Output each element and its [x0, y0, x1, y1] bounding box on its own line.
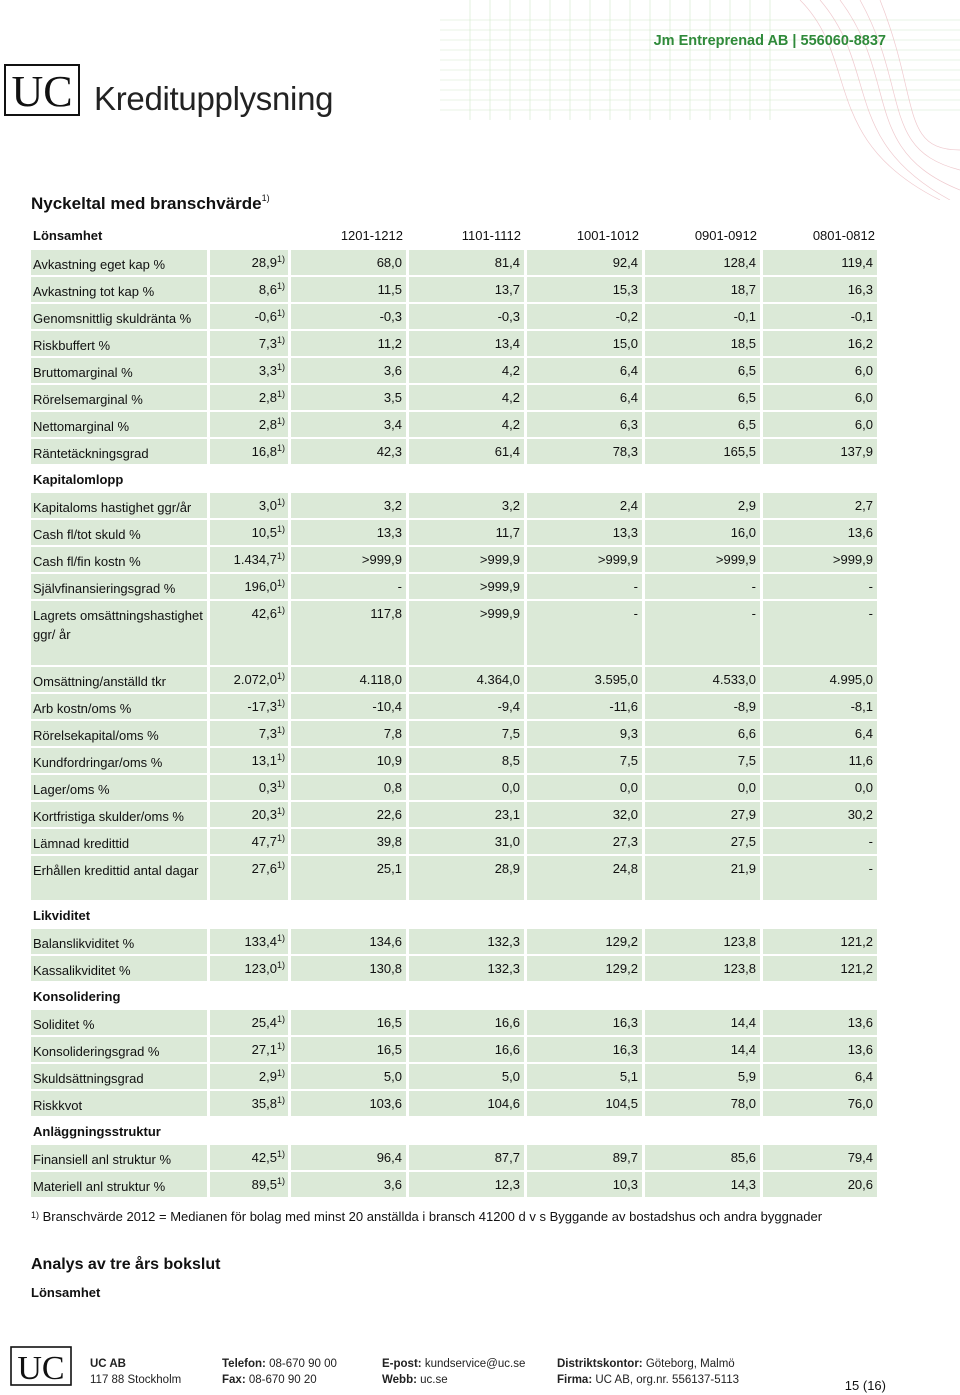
row-label: Genomsnittlig skuldränta %: [31, 304, 207, 329]
period-header: 1201-1212: [340, 228, 403, 243]
period-value: 11,6: [763, 748, 877, 773]
period-value: 121,2: [763, 956, 877, 981]
period-value: 14,4: [645, 1010, 760, 1035]
period-value: -0,2: [527, 304, 642, 329]
footer-company: UC AB 117 88 Stockholm: [90, 1358, 182, 1386]
period-value: 16,3: [527, 1010, 642, 1035]
row-label: Lager/oms %: [31, 775, 207, 800]
table-row: [31, 277, 877, 304]
table-row: [31, 520, 877, 547]
branch-value: 16,8$^{1)}$: [210, 439, 288, 464]
row-label: Finansiell anl struktur %: [31, 1145, 207, 1170]
branch-value: 123,0$^{1)}$: [210, 956, 288, 981]
period-value: 6,4: [527, 385, 642, 410]
row-label: Arb kostn/oms %: [31, 694, 207, 719]
branch-value: 25,4$^{1)}$: [210, 1010, 288, 1035]
period-value: 10,3: [527, 1172, 642, 1197]
row-label: Kapitaloms hastighet ggr/år: [31, 493, 207, 518]
footnote-marker: 1): [261, 193, 270, 203]
row-label: Räntetäckningsgrad: [31, 439, 207, 464]
period-value: 11,7: [409, 520, 524, 545]
period-value: 78,3: [527, 439, 642, 464]
period-value: 0,0: [645, 775, 760, 800]
period-value: -0,1: [763, 304, 877, 329]
period-value: 30,2: [763, 802, 877, 827]
period-value: 7,5: [527, 748, 642, 773]
period-value: 13,4: [409, 331, 524, 356]
branch-value: 27,1$^{1)}$: [210, 1037, 288, 1062]
table-row: [31, 1064, 877, 1091]
table-row: [31, 856, 877, 902]
period-value: 89,7: [527, 1145, 642, 1170]
table-row: [31, 304, 877, 331]
footer-contact: Telefon: 08-670 90 00 Fax: 08-670 90 20: [222, 1358, 337, 1386]
period-value: 16,3: [527, 1037, 642, 1062]
period-value: 3,4: [291, 412, 406, 437]
row-label: Avkastning tot kap %: [31, 277, 207, 302]
period-value: -: [527, 601, 642, 665]
period-value: -0,1: [645, 304, 760, 329]
period-value: 79,4: [763, 1145, 877, 1170]
table-row: [31, 1010, 877, 1037]
period-value: 6,3: [527, 412, 642, 437]
period-value: 3,6: [291, 1172, 406, 1197]
period-value: 103,6: [291, 1091, 406, 1116]
period-value: 3,2: [409, 493, 524, 518]
period-value: -: [527, 574, 642, 599]
period-value: 121,2: [763, 929, 877, 954]
period-value: 31,0: [409, 829, 524, 854]
row-label: Avkastning eget kap %: [31, 250, 207, 275]
period-value: 10,9: [291, 748, 406, 773]
uc-logo: [4, 64, 80, 116]
table-row: [31, 694, 877, 721]
row-label: Självfinansieringsgrad %: [31, 574, 207, 599]
row-label: Soliditet %: [31, 1010, 207, 1035]
period-value: 9,3: [527, 721, 642, 746]
table-row: [31, 829, 877, 856]
table-row: [31, 929, 877, 956]
period-value: 21,9: [645, 856, 760, 900]
branch-value: -0,6$^{1)}$: [210, 304, 288, 329]
row-label: Rörelsekapital/oms %: [31, 721, 207, 746]
row-label: Materiell anl struktur %: [31, 1172, 207, 1197]
period-value: 7,5: [645, 748, 760, 773]
row-label: Skuldsättningsgrad: [31, 1064, 207, 1089]
period-value: 6,5: [645, 385, 760, 410]
period-value: 14,3: [645, 1172, 760, 1197]
row-label: Lagrets omsättningshastighet ggr/ år: [31, 601, 207, 665]
table-row: [31, 775, 877, 802]
table-row: [31, 721, 877, 748]
period-header: 0801-0812: [812, 228, 875, 243]
period-value: 3,5: [291, 385, 406, 410]
period-value: 3.595,0: [527, 667, 642, 692]
period-value: >999,9: [291, 547, 406, 572]
branch-value: 42,6$^{1)}$: [210, 601, 288, 665]
period-value: 39,8: [291, 829, 406, 854]
branch-value: 133,4$^{1)}$: [210, 929, 288, 954]
branch-value: 3,3$^{1)}$: [210, 358, 288, 383]
row-label: Lämnad kredittid: [31, 829, 207, 854]
row-label: Nettomarginal %: [31, 412, 207, 437]
footnote: $^{1)}$ Branschvärde 2012 = Medianen för bolag med minst 20 anställda i bransch 41200 d v s Byggande av bostadshus och andra byggnader: [31, 1209, 823, 1224]
period-value: 4,2: [409, 385, 524, 410]
table-row: [31, 493, 877, 520]
period-value: 32,0: [527, 802, 642, 827]
table-section-heading: Konsolidering: [33, 989, 121, 1004]
branch-value: 2,9$^{1)}$: [210, 1064, 288, 1089]
branch-value: 27,6$^{1)}$: [210, 856, 288, 900]
row-label: Kundfordringar/oms %: [31, 748, 207, 773]
table-row: [31, 358, 877, 385]
period-value: >999,9: [763, 547, 877, 572]
period-value: 16,0: [645, 520, 760, 545]
period-value: 27,9: [645, 802, 760, 827]
period-value: 104,6: [409, 1091, 524, 1116]
period-header: 1001-1012: [576, 228, 639, 243]
period-value: 0,0: [409, 775, 524, 800]
period-value: >999,9: [409, 601, 524, 665]
table-row: [31, 1172, 877, 1199]
period-value: 129,2: [527, 956, 642, 981]
branch-value: 8,6$^{1)}$: [210, 277, 288, 302]
key-figures-table: [31, 250, 877, 1199]
period-value: -: [763, 829, 877, 854]
table-row: [31, 667, 877, 694]
branch-value: 35,8$^{1)}$: [210, 1091, 288, 1116]
table-row: [31, 802, 877, 829]
row-label: Omsättning/anställd tkr: [31, 667, 207, 692]
row-label: Cash fl/tot skuld %: [31, 520, 207, 545]
period-value: 3,2: [291, 493, 406, 518]
row-label: Kassalikviditet %: [31, 956, 207, 981]
period-value: 5,0: [291, 1064, 406, 1089]
period-value: 14,4: [645, 1037, 760, 1062]
period-value: 6,4: [763, 1064, 877, 1089]
period-value: 4.118,0: [291, 667, 406, 692]
row-label: Bruttomarginal %: [31, 358, 207, 383]
period-value: 117,8: [291, 601, 406, 665]
row-label: Balanslikviditet %: [31, 929, 207, 954]
row-label: Riskkvot: [31, 1091, 207, 1116]
company-name: Jm Entreprenad AB | 556060-8837: [653, 33, 886, 49]
row-label: Riskbuffert %: [31, 331, 207, 356]
row-label: Erhållen kredittid antal dagar: [31, 856, 207, 900]
period-value: 13,6: [763, 1037, 877, 1062]
period-value: 119,4: [763, 250, 877, 275]
period-value: 2,7: [763, 493, 877, 518]
period-value: 11,2: [291, 331, 406, 356]
period-value: 6,0: [763, 412, 877, 437]
period-value: 6,0: [763, 385, 877, 410]
period-value: 16,3: [763, 277, 877, 302]
period-value: 16,5: [291, 1037, 406, 1062]
period-value: 76,0: [763, 1091, 877, 1116]
branch-value: 2.072,0$^{1)}$: [210, 667, 288, 692]
table-section-heading: Anläggningsstruktur: [33, 1124, 161, 1139]
lonsamhet-heading: Lönsamhet: [33, 228, 103, 243]
branch-value: 7,3$^{1)}$: [210, 721, 288, 746]
period-value: 123,8: [645, 929, 760, 954]
table-header-row: [31, 225, 877, 245]
table-section-heading: Kapitalomlopp: [33, 472, 124, 487]
period-value: 0,8: [291, 775, 406, 800]
table-row: [31, 547, 877, 574]
table-row: [31, 748, 877, 775]
period-value: 96,4: [291, 1145, 406, 1170]
row-label: Rörelsemarginal %: [31, 385, 207, 410]
period-value: 6,4: [763, 721, 877, 746]
period-value: 13,3: [291, 520, 406, 545]
period-value: >999,9: [409, 574, 524, 599]
branch-value: 0,3$^{1)}$: [210, 775, 288, 800]
branch-value: 89,5$^{1)}$: [210, 1172, 288, 1197]
svg-text:UC: UC: [17, 1350, 65, 1386]
period-value: 27,5: [645, 829, 760, 854]
period-value: 2,9: [645, 493, 760, 518]
period-value: -: [645, 601, 760, 665]
table-row: [31, 1037, 877, 1064]
period-value: 27,3: [527, 829, 642, 854]
branch-value: 28,9$^{1)}$: [210, 250, 288, 275]
period-value: 16,6: [409, 1037, 524, 1062]
period-value: -11,6: [527, 694, 642, 719]
footer-uc-logo: [10, 1346, 72, 1386]
period-value: 4.533,0: [645, 667, 760, 692]
branch-value: 1.434,7$^{1)}$: [210, 547, 288, 572]
section-title: Nyckeltal med branschvärde$^{1)}$: [31, 193, 270, 213]
branch-value: -17,3$^{1)}$: [210, 694, 288, 719]
period-value: 18,7: [645, 277, 760, 302]
period-value: 5,0: [409, 1064, 524, 1089]
period-value: 129,2: [527, 929, 642, 954]
period-value: 13,3: [527, 520, 642, 545]
period-value: 13,6: [763, 1010, 877, 1035]
period-value: 13,7: [409, 277, 524, 302]
period-value: -: [763, 601, 877, 665]
branch-value: 13,1$^{1)}$: [210, 748, 288, 773]
period-value: 165,5: [645, 439, 760, 464]
table-row: [31, 601, 877, 667]
period-value: 24,8: [527, 856, 642, 900]
period-value: 134,6: [291, 929, 406, 954]
table-row: [31, 1145, 877, 1172]
period-value: -9,4: [409, 694, 524, 719]
period-value: 16,5: [291, 1010, 406, 1035]
table-row: [31, 956, 877, 983]
period-value: 23,1: [409, 802, 524, 827]
branch-value: 47,7$^{1)}$: [210, 829, 288, 854]
period-value: 8,5: [409, 748, 524, 773]
row-label: Kortfristiga skulder/oms %: [31, 802, 207, 827]
period-value: 92,4: [527, 250, 642, 275]
period-value: 16,2: [763, 331, 877, 356]
period-value: 5,1: [527, 1064, 642, 1089]
table-row: [31, 412, 877, 439]
footer-district: Distriktskontor: Göteborg, Malmö Firma: UC AB, org.nr. 556137-5113: [557, 1358, 739, 1386]
period-value: 128,4: [645, 250, 760, 275]
table-row: [31, 385, 877, 412]
period-value: 4,2: [409, 358, 524, 383]
period-value: -: [645, 574, 760, 599]
period-value: 11,5: [291, 277, 406, 302]
period-value: >999,9: [409, 547, 524, 572]
branch-value: 7,3$^{1)}$: [210, 331, 288, 356]
table-row: [31, 1091, 877, 1118]
table-row: [31, 331, 877, 358]
period-value: 132,3: [409, 929, 524, 954]
svg-text:UC: UC: [11, 67, 73, 116]
period-value: 0,0: [763, 775, 877, 800]
branch-value: 42,5$^{1)}$: [210, 1145, 288, 1170]
period-value: 0,0: [527, 775, 642, 800]
period-value: 61,4: [409, 439, 524, 464]
branch-value: 20,3$^{1)}$: [210, 802, 288, 827]
period-value: 68,0: [291, 250, 406, 275]
analys-subtitle: Lönsamhet: [31, 1285, 101, 1300]
row-label: Konsolideringsgrad %: [31, 1037, 207, 1062]
period-value: 4.364,0: [409, 667, 524, 692]
period-value: >999,9: [645, 547, 760, 572]
period-value: 78,0: [645, 1091, 760, 1116]
period-value: 4,2: [409, 412, 524, 437]
period-value: -8,9: [645, 694, 760, 719]
footer-web: E-post: kundservice@uc.se Webb: uc.se: [382, 1358, 526, 1386]
period-value: 16,6: [409, 1010, 524, 1035]
decorative-line-pattern: [440, 0, 960, 200]
branch-value: 196,0$^{1)}$: [210, 574, 288, 599]
table-row: [31, 574, 877, 601]
period-value: 7,5: [409, 721, 524, 746]
period-value: 20,6: [763, 1172, 877, 1197]
period-header: 0901-0912: [694, 228, 757, 243]
period-value: 130,8: [291, 956, 406, 981]
period-value: 18,5: [645, 331, 760, 356]
table-row: [31, 250, 877, 277]
period-value: >999,9: [527, 547, 642, 572]
period-value: 81,4: [409, 250, 524, 275]
period-value: 137,9: [763, 439, 877, 464]
period-value: 28,9: [409, 856, 524, 900]
period-value: -10,4: [291, 694, 406, 719]
period-value: 132,3: [409, 956, 524, 981]
period-value: 123,8: [645, 956, 760, 981]
table-row: [31, 439, 877, 466]
period-value: 42,3: [291, 439, 406, 464]
period-value: 6,0: [763, 358, 877, 383]
period-value: 87,7: [409, 1145, 524, 1170]
analys-title: Analys av tre års bokslut: [31, 1256, 221, 1273]
period-value: -0,3: [291, 304, 406, 329]
period-value: -8,1: [763, 694, 877, 719]
period-value: 15,0: [527, 331, 642, 356]
period-value: 2,4: [527, 493, 642, 518]
period-value: 15,3: [527, 277, 642, 302]
period-value: 22,6: [291, 802, 406, 827]
page-number: 15 (16): [844, 1378, 886, 1393]
period-value: 7,8: [291, 721, 406, 746]
period-value: 6,6: [645, 721, 760, 746]
branch-value: 10,5$^{1)}$: [210, 520, 288, 545]
branch-value: 2,8$^{1)}$: [210, 412, 288, 437]
period-value: 6,4: [527, 358, 642, 383]
row-label: Cash fl/fin kostn %: [31, 547, 207, 572]
period-value: -: [291, 574, 406, 599]
period-value: 85,6: [645, 1145, 760, 1170]
period-value: -0,3: [409, 304, 524, 329]
period-value: 3,6: [291, 358, 406, 383]
period-value: 6,5: [645, 412, 760, 437]
period-value: 4.995,0: [763, 667, 877, 692]
period-value: 12,3: [409, 1172, 524, 1197]
period-value: 104,5: [527, 1091, 642, 1116]
period-value: 13,6: [763, 520, 877, 545]
branch-value: 3,0$^{1)}$: [210, 493, 288, 518]
period-value: 5,9: [645, 1064, 760, 1089]
branch-value: 2,8$^{1)}$: [210, 385, 288, 410]
period-value: -: [763, 574, 877, 599]
period-value: 6,5: [645, 358, 760, 383]
page-title: Kreditupplysning: [94, 80, 334, 117]
period-value: -: [763, 856, 877, 900]
period-header: 1101-1112: [461, 228, 521, 243]
period-value: 25,1: [291, 856, 406, 900]
table-section-heading: Likviditet: [33, 908, 91, 923]
